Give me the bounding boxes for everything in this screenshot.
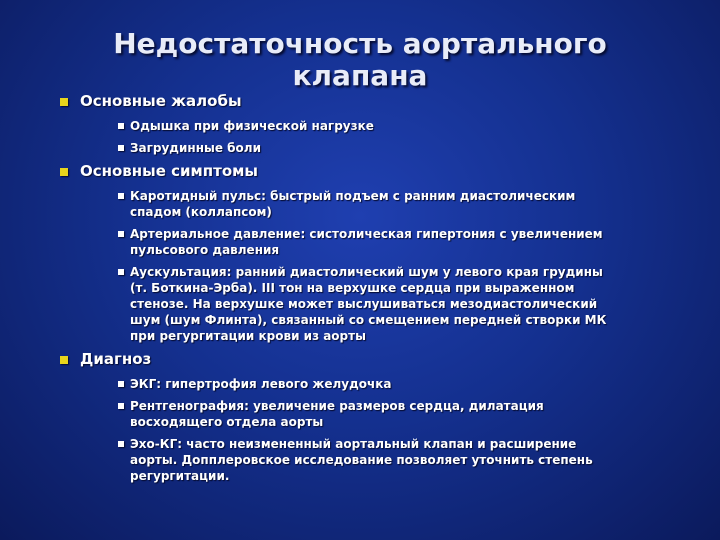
slide-body [58, 92, 678, 490]
section-items-complaints [58, 118, 678, 156]
square-bullet-icon [118, 231, 124, 237]
square-bullet-icon [118, 403, 124, 409]
list-item-text: Артериальное давление: систолическая гипертония с увеличением пульсового давления [130, 227, 603, 257]
section-heading-text: Основные симптомы [80, 162, 258, 180]
section-heading-diagnosis [58, 350, 678, 369]
list-item-text: Рентгенография: увеличение размеров сердца, дилатация восходящего отдела аорты [130, 399, 544, 429]
list-item-text: ЭКГ: гипертрофия левого желудочка [130, 377, 392, 391]
section-items-diagnosis [58, 376, 678, 484]
section-items-symptoms [58, 188, 678, 344]
list-item [118, 398, 678, 430]
list-item-text: Загрудинные боли [130, 141, 261, 155]
list-item [118, 118, 678, 134]
square-bullet-icon [118, 381, 124, 387]
square-bullet-icon [118, 441, 124, 447]
square-bullet-icon [60, 98, 68, 106]
section-heading-complaints [58, 92, 678, 111]
section-heading-text: Основные жалобы [80, 92, 242, 110]
list-item-text: Одышка при физической нагрузке [130, 119, 374, 133]
square-bullet-icon [118, 123, 124, 129]
list-item [118, 436, 678, 484]
list-item [118, 264, 678, 344]
square-bullet-icon [118, 145, 124, 151]
section-heading-text: Диагноз [80, 350, 152, 368]
square-bullet-icon [118, 193, 124, 199]
list-item [118, 188, 678, 220]
list-item-text: Аускультация: ранний диастолический шум у левого края грудины (т. Боткина-Эрба). III тон на верхушке сердца при выраженном стенозе. На верхушке может выслушиваться мезодиастолический шум (шум Флинта), связанный со смещением передней створки МК при регургитации крови из аорты [130, 265, 607, 343]
list-item [118, 226, 678, 258]
square-bullet-icon [60, 356, 68, 364]
slide-title: Недостаточность аортального клапана [113, 27, 607, 92]
list-item-text: Каротидный пульс: быстрый подъем с ранним диастолическим спадом (коллапсом) [130, 189, 576, 219]
section-heading-symptoms [58, 162, 678, 181]
list-item [118, 376, 678, 392]
list-item-text: Эхо-КГ: часто неизмененный аортальный клапан и расширение аорты. Допплеровское исследование позволяет уточнить степень регургитации. [130, 437, 593, 483]
list-item [118, 140, 678, 156]
square-bullet-icon [60, 168, 68, 176]
square-bullet-icon [118, 269, 124, 275]
